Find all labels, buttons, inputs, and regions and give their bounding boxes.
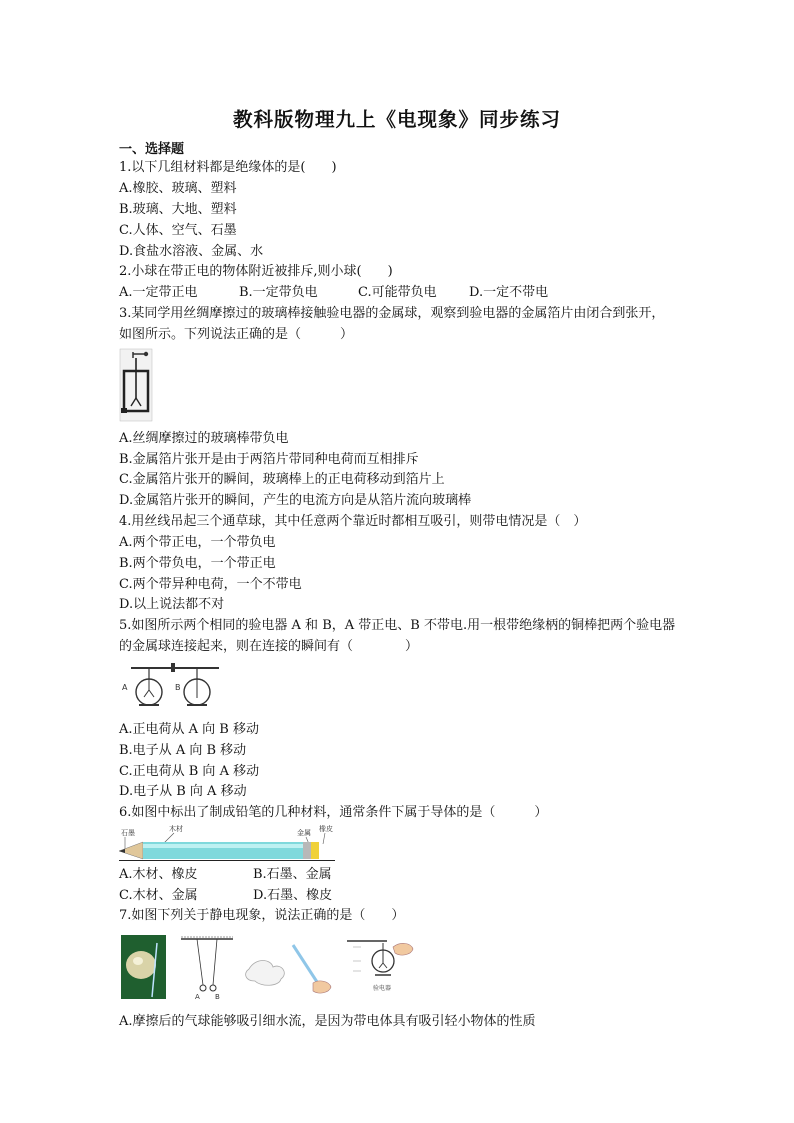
- q6-option-b[interactable]: B.石墨、金属: [253, 867, 332, 882]
- q4-option-a[interactable]: A.两个带正电，一个带负电: [119, 535, 276, 550]
- ball-a-label: A: [195, 993, 200, 1001]
- q1-option-c[interactable]: C.人体、空气、石墨: [119, 223, 237, 238]
- q4-option-d[interactable]: D.以上说法都不对: [119, 597, 225, 612]
- q1-stem: 1.以下几组材料都是绝缘体的是( ): [119, 160, 337, 175]
- electroscope-figure: [119, 348, 153, 422]
- q2-option-d[interactable]: D.一定不带电: [469, 285, 549, 300]
- q4-option-b[interactable]: B.两个带负电，一个带正电: [119, 556, 276, 571]
- section-heading: 一、选择题: [119, 142, 185, 157]
- two-electroscopes-figure: [119, 660, 225, 716]
- static-electricity-figure: [121, 935, 419, 1001]
- q3-stem-line2: 如图所示。下列说法正确的是（ ）: [119, 327, 354, 342]
- electroscope-caption: 验电器: [373, 985, 392, 992]
- q3-option-c[interactable]: C.金属箔片张开的瞬间，玻璃棒上的正电荷移动到箔片上: [119, 472, 445, 487]
- pencil-label-graphite: 石墨: [121, 829, 135, 837]
- q5-option-a[interactable]: A.正电荷从 A 向 B 移动: [119, 722, 259, 737]
- q6-stem: 6.如图中标出了制成铅笔的几种材料，通常条件下属于导体的是（ ）: [119, 805, 548, 820]
- pencil-figure: [119, 824, 337, 862]
- page-title: 教科版物理九上《电现象》同步练习: [232, 108, 561, 131]
- q5-stem-line1: 5.如图所示两个相同的验电器 A 和 B，A 带正电、B 不带电.用一根带绝缘柄的铜棒把两个验电器: [119, 618, 676, 633]
- q6-option-c[interactable]: C.木材、金属: [119, 888, 198, 903]
- q4-stem: 4.用丝线吊起三个通草球，其中任意两个靠近时都相互吸引，则带电情况是（ ）: [119, 514, 587, 529]
- q3-option-b[interactable]: B.金属箔片张开是由于两箔片带同种电荷而互相排斥: [119, 452, 419, 467]
- pencil-label-wood: 木材: [169, 825, 183, 833]
- q1-option-d[interactable]: D.食盐水溶液、金属、水: [119, 244, 264, 259]
- q2-option-a[interactable]: A.一定带正电: [119, 285, 198, 300]
- q7-option-a[interactable]: A.摩擦后的气球能够吸引细水流，是因为带电体具有吸引轻小物体的性质: [119, 1014, 536, 1029]
- q3-option-a[interactable]: A.丝绸摩擦过的玻璃棒带负电: [119, 431, 289, 446]
- q5-option-b[interactable]: B.电子从 A 向 B 移动: [119, 743, 247, 758]
- q5-option-c[interactable]: C.正电荷从 B 向 A 移动: [119, 764, 260, 779]
- electroscope-a-label: A: [122, 683, 128, 692]
- pencil-label-eraser: 橡皮: [319, 825, 333, 833]
- q1-option-b[interactable]: B.玻璃、大地、塑料: [119, 202, 237, 217]
- pencil-label-metal: 金属: [297, 829, 311, 837]
- q5-option-d[interactable]: D.电子从 B 向 A 移动: [119, 784, 247, 799]
- q5-stem-line2: 的金属球连接起来，则在连接的瞬间有（ ）: [119, 639, 419, 654]
- q2-stem: 2.小球在带正电的物体附近被排斥,则小球( ): [119, 264, 393, 279]
- ball-b-label: B: [215, 993, 220, 1001]
- q7-stem: 7.如图下列关于静电现象，说法正确的是（ ）: [119, 908, 405, 923]
- q3-stem-line1: 3.某同学用丝绸摩擦过的玻璃棒接触验电器的金属球，观察到验电器的金属箔片由闭合到张开，: [119, 306, 665, 321]
- q2-option-c[interactable]: C.可能带负电: [358, 285, 437, 300]
- electroscope-b-label: B: [175, 683, 181, 692]
- q6-option-d[interactable]: D.石墨、橡皮: [253, 888, 333, 903]
- q2-option-b[interactable]: B.一定带负电: [239, 285, 318, 300]
- q3-option-d[interactable]: D.金属箔片张开的瞬间，产生的电流方向是从箔片流向玻璃棒: [119, 493, 472, 508]
- q4-option-c[interactable]: C.两个带异种电荷，一个不带电: [119, 577, 302, 592]
- q1-option-a[interactable]: A.橡胶、玻璃、塑料: [119, 181, 237, 196]
- q6-option-a[interactable]: A.木材、橡皮: [119, 867, 198, 882]
